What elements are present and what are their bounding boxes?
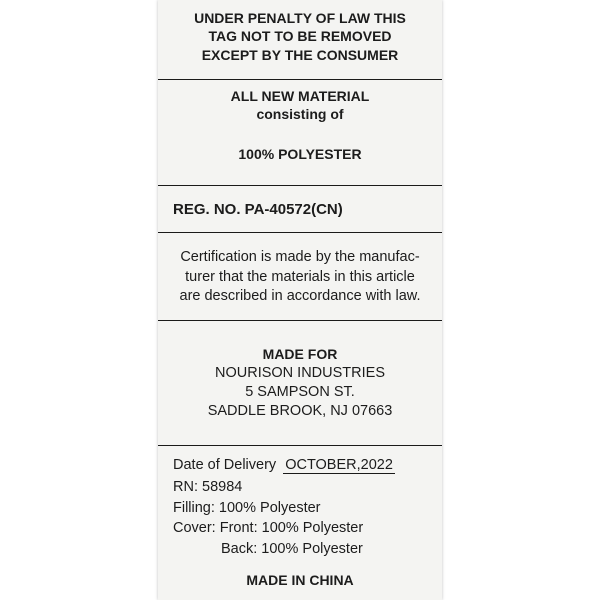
rn-number: RN: 58984: [173, 479, 243, 495]
material-heading: ALL NEW MATERIAL: [230, 88, 370, 104]
made-for-street: 5 SAMPSON ST.: [245, 384, 355, 400]
material-consisting: consisting of: [256, 106, 344, 122]
certification-line-2: turer that the materials in this article: [185, 269, 415, 285]
cover-front-content: Cover: Front: 100% Polyester: [173, 520, 364, 536]
made-for-company: NOURISON INDUSTRIES: [215, 365, 385, 381]
delivery-date-value: OCTOBER,2022: [285, 457, 393, 473]
divider: [158, 320, 442, 321]
divider: [158, 79, 442, 80]
law-label-tag: [158, 0, 442, 600]
warning-line-1: UNDER PENALTY OF LAW THIS: [194, 10, 406, 26]
divider: [158, 232, 442, 233]
country-of-origin: MADE IN CHINA: [246, 572, 354, 588]
filling-content: Filling: 100% Polyester: [173, 500, 321, 516]
cover-back-content: Back: 100% Polyester: [221, 541, 363, 557]
certification-line-3: are described in accordance with law.: [179, 288, 421, 304]
delivery-date-label: Date of Delivery: [173, 457, 277, 473]
registration-number: REG. NO. PA-40572(CN): [173, 201, 343, 218]
warning-line-2: TAG NOT TO BE REMOVED: [208, 28, 392, 44]
delivery-date-row: [173, 457, 438, 474]
warning-line-3: EXCEPT BY THE CONSUMER: [201, 47, 399, 63]
certification-line-1: Certification is made by the manufac-: [180, 249, 420, 265]
made-for-heading: MADE FOR: [262, 346, 338, 362]
divider: [158, 185, 442, 186]
made-for-city: SADDLE BROOK, NJ 07663: [207, 403, 393, 419]
material-content: 100% POLYESTER: [238, 146, 362, 162]
divider: [158, 445, 442, 446]
